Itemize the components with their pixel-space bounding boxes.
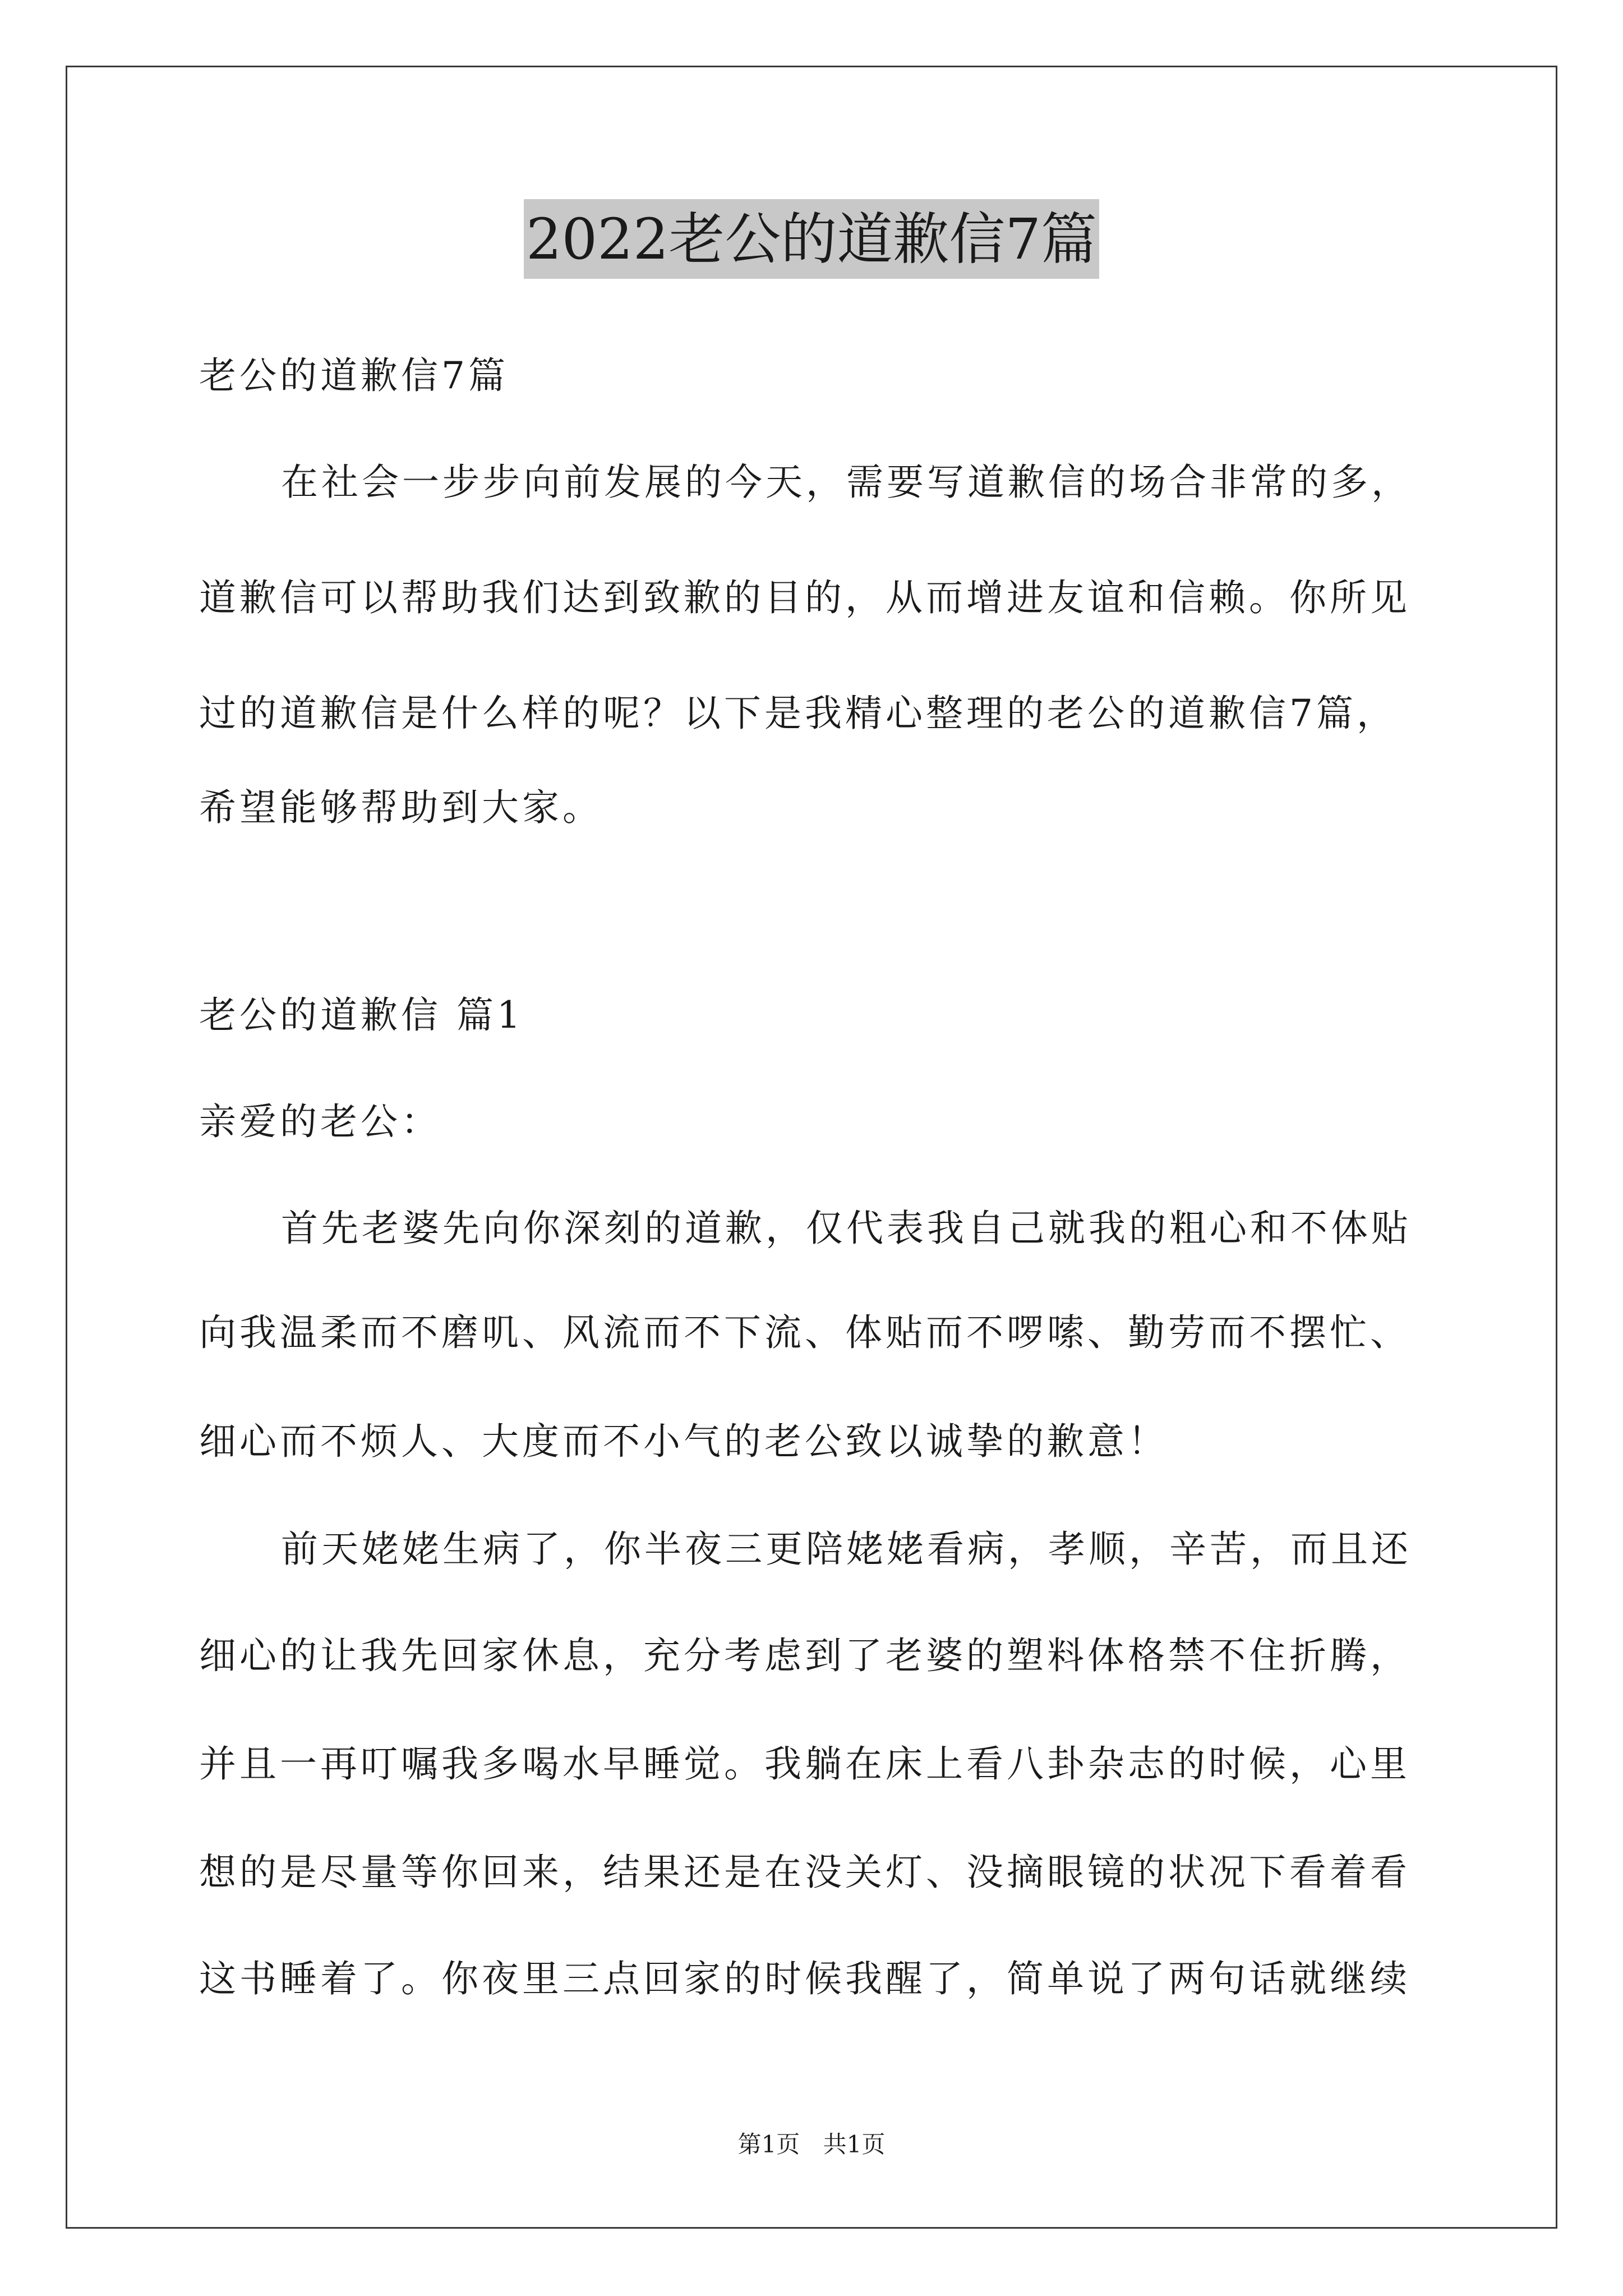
intro-line: 道歉信可以帮助我们达到致歉的目的，从而增进友谊和信赖。你所见: [199, 576, 1410, 619]
document-title: 2022老公的道歉信7篇: [524, 199, 1099, 279]
paragraph-line: 首先老婆先向你深刻的道歉，仅代表我自己就我的粗心和不体贴: [281, 1207, 1412, 1250]
page-number: 第1页: [737, 2131, 800, 2158]
paragraph-line: 细心的让我先回家休息，充分考虑到了老婆的塑料体格禁不住折腾，: [199, 1634, 1410, 1677]
salutation: 亲爱的老公：: [199, 1100, 441, 1143]
intro-line: 在社会一步步向前发展的今天，需要写道歉信的场合非常的多，: [281, 461, 1412, 504]
intro-line: 过的道歉信是什么样的呢？以下是我精心整理的老公的道歉信7篇，: [199, 692, 1397, 735]
page-footer: [0, 2129, 1623, 2160]
paragraph-line: 并且一再叮嘱我多喝水早睡觉。我躺在床上看八卦杂志的时候，心里: [199, 1742, 1410, 1786]
subtitle: 老公的道歉信7篇: [199, 354, 509, 397]
page-total: 共1页: [823, 2131, 886, 2158]
paragraph-line: 前天姥姥生病了，你半夜三更陪姥姥看病，孝顺，辛苦，而且还: [281, 1527, 1412, 1571]
intro-line: 希望能够帮助到大家。: [199, 786, 603, 829]
paragraph-line: 这书睡着了。你夜里三点回家的时候我醒了，简单说了两句话就继续: [199, 1957, 1410, 2000]
paragraph-line: 想的是尽量等你回来，结果还是在没关灯、没摘眼镜的状况下看着看: [199, 1851, 1410, 1894]
section-heading: 老公的道歉信 篇1: [199, 993, 524, 1037]
title-container: [0, 199, 1623, 279]
paragraph-line: 细心而不烦人、大度而不小气的老公致以诚挚的歉意！: [199, 1420, 1168, 1463]
paragraph-line: 向我温柔而不磨叽、风流而不下流、体贴而不啰嗦、勤劳而不摆忙、: [199, 1311, 1410, 1354]
